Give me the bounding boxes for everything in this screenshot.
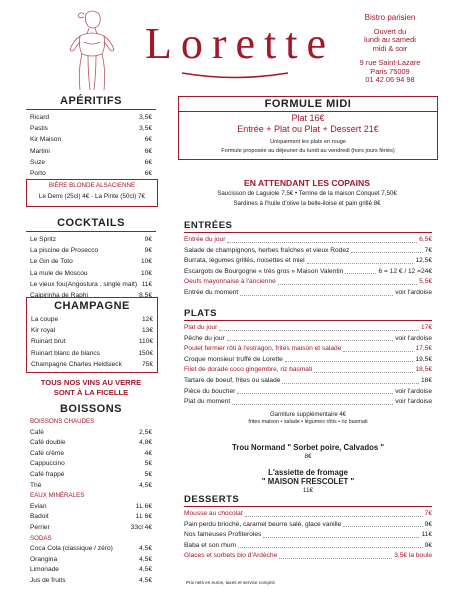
menu-item xyxy=(30,438,152,449)
boissons-title: BOISSONS xyxy=(59,403,123,415)
menu-item xyxy=(184,355,432,366)
menu-item xyxy=(30,449,152,460)
dot-leader xyxy=(238,541,423,549)
menu-text: Evian xyxy=(30,502,47,510)
menu-text: 17,5€ xyxy=(415,345,432,353)
menu-text: Ricard xyxy=(30,114,50,121)
menu-item xyxy=(184,509,432,520)
cocktails-section xyxy=(26,217,156,301)
menu-text: 6 = 12 € / 12 =24€ xyxy=(378,267,432,275)
menu-text: Entrée du jour xyxy=(184,236,226,243)
menu-item xyxy=(184,246,432,257)
menu-item xyxy=(184,520,432,531)
menu-text: Kir Maison xyxy=(30,136,62,144)
formule-box xyxy=(178,96,438,160)
menu-text: Limonade xyxy=(30,566,59,574)
menu-item xyxy=(30,112,152,123)
menu-item xyxy=(30,523,152,534)
desserts-title: DESSERTS xyxy=(184,494,432,507)
menu-text: 5,5€ xyxy=(419,278,432,286)
menu-text: 33cl 4€ xyxy=(130,523,152,531)
menu-item xyxy=(30,245,152,256)
menu-text: 3,5€ xyxy=(139,114,152,121)
copains-section xyxy=(178,178,436,208)
menu-item xyxy=(30,123,152,134)
menu-text: 18€ xyxy=(420,376,432,384)
brand-title: Lorette xyxy=(145,19,336,68)
menu-text: Café crème xyxy=(30,449,65,457)
menu-text: 4,8€ xyxy=(139,439,152,447)
menu-item xyxy=(184,277,432,288)
menu-text: Le Gin de Toto xyxy=(30,258,73,266)
menu-text: 9€ xyxy=(424,520,432,528)
aperitifs-title: APÉRITIFS xyxy=(26,95,156,110)
dot-leader xyxy=(278,277,417,285)
menu-text: Badoit xyxy=(30,513,49,521)
menu-item xyxy=(184,530,432,541)
dot-leader xyxy=(245,509,423,517)
menu-item xyxy=(30,502,152,513)
menu-text: 75€ xyxy=(141,360,153,368)
bistro-info xyxy=(340,14,440,85)
hours-line: lundi au samedi xyxy=(364,35,416,44)
menu-text: Perrier xyxy=(30,523,50,531)
menu-item xyxy=(30,512,152,523)
menu-item xyxy=(30,256,152,267)
menu-item xyxy=(30,134,152,145)
garniture-line: frites maison • salade • légumes rôtis • riz basmati xyxy=(248,418,368,425)
menu-item xyxy=(184,323,432,334)
menu-item xyxy=(184,344,432,355)
menu-text: 10€ xyxy=(140,258,152,266)
menu-text: 19,5€ xyxy=(415,355,432,363)
menu-text: Thé xyxy=(30,481,42,489)
menu-text: 4,5€ xyxy=(139,576,152,584)
menu-text: Croque monsieur truffé de Lorette xyxy=(184,355,283,363)
menu-text: Plat du jour xyxy=(184,324,218,331)
menu-text: 8,5€ xyxy=(139,292,152,300)
menu-text: Plat du moment xyxy=(184,398,231,406)
menu-text: voir l'ardoise xyxy=(395,398,432,406)
menu-item xyxy=(30,279,152,290)
champagne-box xyxy=(26,297,158,373)
menu-text: 6€ xyxy=(144,158,152,166)
menu-text: Nos fameuses Profiteroles xyxy=(184,531,262,539)
menu-text: 110€ xyxy=(138,338,153,346)
copains-title: EN ATTENDANT LES COPAINS xyxy=(244,178,370,188)
menu-text: 2,5€ xyxy=(139,428,152,436)
hours-line: midi & soir xyxy=(372,43,408,53)
menu-text: 5€ xyxy=(144,470,152,478)
menu-text: 6€ xyxy=(144,147,152,155)
menu-item xyxy=(30,470,152,481)
menu-text: Baba et son rhum xyxy=(184,541,237,549)
menu-text: 17€ xyxy=(420,324,432,331)
dot-leader xyxy=(237,387,393,395)
menu-text: 4,5€ xyxy=(139,555,152,563)
menu-text: 5€ xyxy=(144,460,152,468)
menu-text: L'assiette de fromage xyxy=(268,468,348,477)
menu-item xyxy=(30,168,152,179)
dot-leader xyxy=(307,256,414,264)
menu-item xyxy=(184,288,432,299)
menu-item xyxy=(30,459,152,470)
menu-item xyxy=(30,428,152,439)
menu-text: 9€ xyxy=(424,541,432,549)
menu-text: Glaces et sorbets bio d'Ardèche xyxy=(184,552,278,560)
menu-text: 9€ xyxy=(144,247,152,255)
menu-item xyxy=(184,256,432,267)
plats-title: PLATS xyxy=(184,308,432,321)
menu-text: 7€ xyxy=(424,510,432,517)
menu-text: Oeufs mayonnaise à l'ancienne xyxy=(184,278,276,286)
menu-text: Le Spritz xyxy=(30,236,57,243)
menu-text: Mousse au chocolat xyxy=(184,510,243,517)
group-title: SODAS xyxy=(30,534,52,542)
menu-text: Martini xyxy=(30,147,50,155)
dot-leader xyxy=(227,334,393,342)
footer-note: Prix nets en euros, taxes et service compris xyxy=(186,580,275,585)
menu-item xyxy=(184,387,432,398)
menu-text: Orangina xyxy=(30,555,58,563)
dot-leader xyxy=(240,288,393,296)
menu-text: 1L 6€ xyxy=(135,513,152,521)
menu-text: Burrata, légumes grillés, noisettes et miel xyxy=(184,257,305,265)
menu-text: Jus de fruits xyxy=(30,576,66,584)
dot-leader xyxy=(232,397,393,405)
pinup-illustration xyxy=(62,6,122,98)
menu-item xyxy=(184,397,432,408)
menu-item xyxy=(184,365,432,376)
menu-text: 13€ xyxy=(141,327,153,335)
menu-text: voir l'ardoise xyxy=(395,387,432,395)
menu-text: 12,5€ xyxy=(415,257,432,265)
menu-text: Cappuccino xyxy=(30,460,65,468)
menu-text: voir l'ardoise xyxy=(395,334,432,342)
menu-text: Filet de dorade coco gingembre, riz basmati xyxy=(184,366,313,374)
dot-leader xyxy=(285,355,414,363)
menu-text: Salade de champignons, herbes fraîches et vieux Rodez xyxy=(184,246,350,254)
menu-item xyxy=(30,157,152,168)
tagline: Bistro parisien xyxy=(364,13,416,22)
menu-text: TOUS NOS VINS AU VERRE xyxy=(40,378,142,387)
menu-text: 1L 6€ xyxy=(135,502,152,510)
menu-text: Trou Normand " Sorbet poire, Calvados " xyxy=(231,443,385,452)
menu-text: La coupe xyxy=(31,316,59,323)
formule-title: FORMULE MIDI xyxy=(179,97,437,112)
menu-text: Café double xyxy=(30,439,66,447)
menu-item xyxy=(31,325,153,336)
menu-text: Kir royal xyxy=(31,327,56,335)
menu-item xyxy=(184,235,432,246)
menu-text: Escargots de Bourgogne « très gros » Maison Valentin xyxy=(184,267,344,275)
cocktails-title: COCKTAILS xyxy=(26,217,156,232)
menu-text: 10€ xyxy=(140,269,152,277)
menu-text: Caipirinha de Raphi xyxy=(30,292,88,300)
menu-item xyxy=(184,376,432,387)
menu-text: La mule de Moscou xyxy=(30,269,88,277)
dot-leader xyxy=(279,551,392,559)
menu-text: 4€ xyxy=(144,449,152,457)
formule-line: Plat 16€ xyxy=(291,113,325,123)
menu-text: Café xyxy=(30,428,44,436)
menu-text: Tartare de boeuf, frites ou salade xyxy=(184,376,281,384)
dot-leader xyxy=(219,323,419,331)
menu-item xyxy=(184,334,432,345)
menu-text: SONT À LA FICELLE xyxy=(53,388,129,397)
wine-note xyxy=(26,378,156,398)
beer-line: Le Demi (25cl) 4€ · La Pinte (50cl) 7€ xyxy=(38,193,146,200)
menu-text: 9€ xyxy=(144,236,152,243)
menu-text: Pièce du boucher xyxy=(184,387,236,395)
desserts-section xyxy=(184,494,432,562)
group-title: BOISSONS CHAUDES xyxy=(30,418,95,425)
dot-leader xyxy=(343,344,413,352)
menu-text: 7€ xyxy=(424,246,432,254)
dot-leader xyxy=(345,267,376,275)
menu-item xyxy=(30,268,152,279)
menu-text: Pastis xyxy=(30,125,48,133)
formule-note: Formule proposée au déjeuner du lundi au vendredi (hors jours fériés) xyxy=(221,148,395,154)
phone: 01 42 06 94 98 xyxy=(365,75,415,84)
menu-text: Coca Cola (classique / zéro) xyxy=(30,545,113,553)
menu-item xyxy=(30,234,152,245)
menu-text: Ruinart blanc de blancs xyxy=(31,349,100,357)
menu-item xyxy=(184,267,432,278)
menu-text: 11€ xyxy=(302,487,314,494)
formule-note: Uniquement les plats en rouge xyxy=(270,139,346,145)
formule-line: Entrée + Plat ou Plat + Dessert 21€ xyxy=(237,124,379,134)
dot-leader xyxy=(263,530,419,538)
menu-item xyxy=(30,544,152,555)
dot-leader xyxy=(282,376,419,384)
menu-text: voir l'ardoise xyxy=(395,288,432,296)
menu-text: Entrée du moment xyxy=(184,288,239,296)
menu-text: 8€ xyxy=(304,453,312,460)
menu-item xyxy=(30,481,152,492)
menu-text: Le vieux fou(Angostura , single malt) xyxy=(30,280,138,288)
menu-text: 4,5€ xyxy=(139,566,152,574)
menu-text: Champagne Charles Heidsieck xyxy=(31,360,122,368)
menu-text: 3,5€ la boule xyxy=(394,552,432,560)
champagne-title: CHAMPAGNE xyxy=(54,300,130,312)
fromage xyxy=(184,468,432,495)
menu-item xyxy=(31,336,153,347)
entrees-section xyxy=(184,220,432,299)
beer-title: BIÈRE BLONDE ALSACIENNE xyxy=(48,182,136,189)
dot-leader xyxy=(227,235,417,243)
group-title: EAUX MINÉRALES xyxy=(30,492,85,500)
copains-line: Sardines à l'huile d'olive la belle-iloise et pain grillé 8€ xyxy=(233,199,381,207)
trou-normand xyxy=(184,443,432,461)
menu-text: 3,5€ xyxy=(139,125,152,133)
menu-text: 11€ xyxy=(141,280,152,288)
menu-text: 6€ xyxy=(144,170,152,178)
menu-text: 18,5€ xyxy=(415,366,432,374)
beer-box xyxy=(26,179,158,207)
menu-item xyxy=(30,555,152,566)
menu-text: Ruinart brut xyxy=(31,338,66,346)
menu-item xyxy=(31,314,153,325)
address-line: 9 rue Saint-Lazare xyxy=(359,58,421,67)
menu-text: La piscine de Prosecco xyxy=(30,247,99,255)
menu-item xyxy=(30,146,152,157)
dot-leader xyxy=(343,520,422,528)
menu-text: Pêche du jour xyxy=(184,334,225,342)
plats-section xyxy=(184,308,432,426)
menu-text: " MAISON FRESCOLET " xyxy=(261,477,355,486)
dot-leader xyxy=(351,246,422,254)
hours-line: Ouvert du xyxy=(373,26,407,36)
menu-text: 6,5€ xyxy=(419,236,432,243)
menu-item xyxy=(31,359,153,370)
aperitifs-section xyxy=(26,95,156,179)
menu-text: 11€ xyxy=(421,531,432,539)
menu-item xyxy=(31,348,153,359)
dot-leader xyxy=(314,365,413,373)
menu-item xyxy=(30,565,152,576)
garniture-title: Garniture supplémentaire 4€ xyxy=(269,411,347,418)
menu-text: 4,5€ xyxy=(139,481,152,489)
brand-swoosh xyxy=(180,70,290,80)
menu-text: 150€ xyxy=(138,349,153,357)
menu-text: 12€ xyxy=(141,316,153,323)
menu-text: 4,5€ xyxy=(139,545,152,553)
menu-text: Café frappé xyxy=(30,470,65,478)
boissons-section xyxy=(26,403,156,587)
menu-text: 6€ xyxy=(144,136,152,144)
menu-item xyxy=(184,551,432,562)
menu-item xyxy=(30,576,152,587)
menu-text: Poulet fermier rôti à l'estragon, frites maison et salade xyxy=(184,345,342,353)
entrees-title: ENTRÉES xyxy=(184,220,432,233)
address-line: Paris 75009 xyxy=(370,66,410,76)
menu-item xyxy=(184,541,432,552)
menu-text: Porto xyxy=(30,170,46,178)
menu-text: Suze xyxy=(30,158,46,166)
copains-line: Saucisson de Laguiole 7,5€ • Terrine de la maison Conquet 7,50€ xyxy=(217,190,397,197)
menu-text: Pain perdu brioché, caramel beurre salé, glace vanille xyxy=(184,520,342,528)
